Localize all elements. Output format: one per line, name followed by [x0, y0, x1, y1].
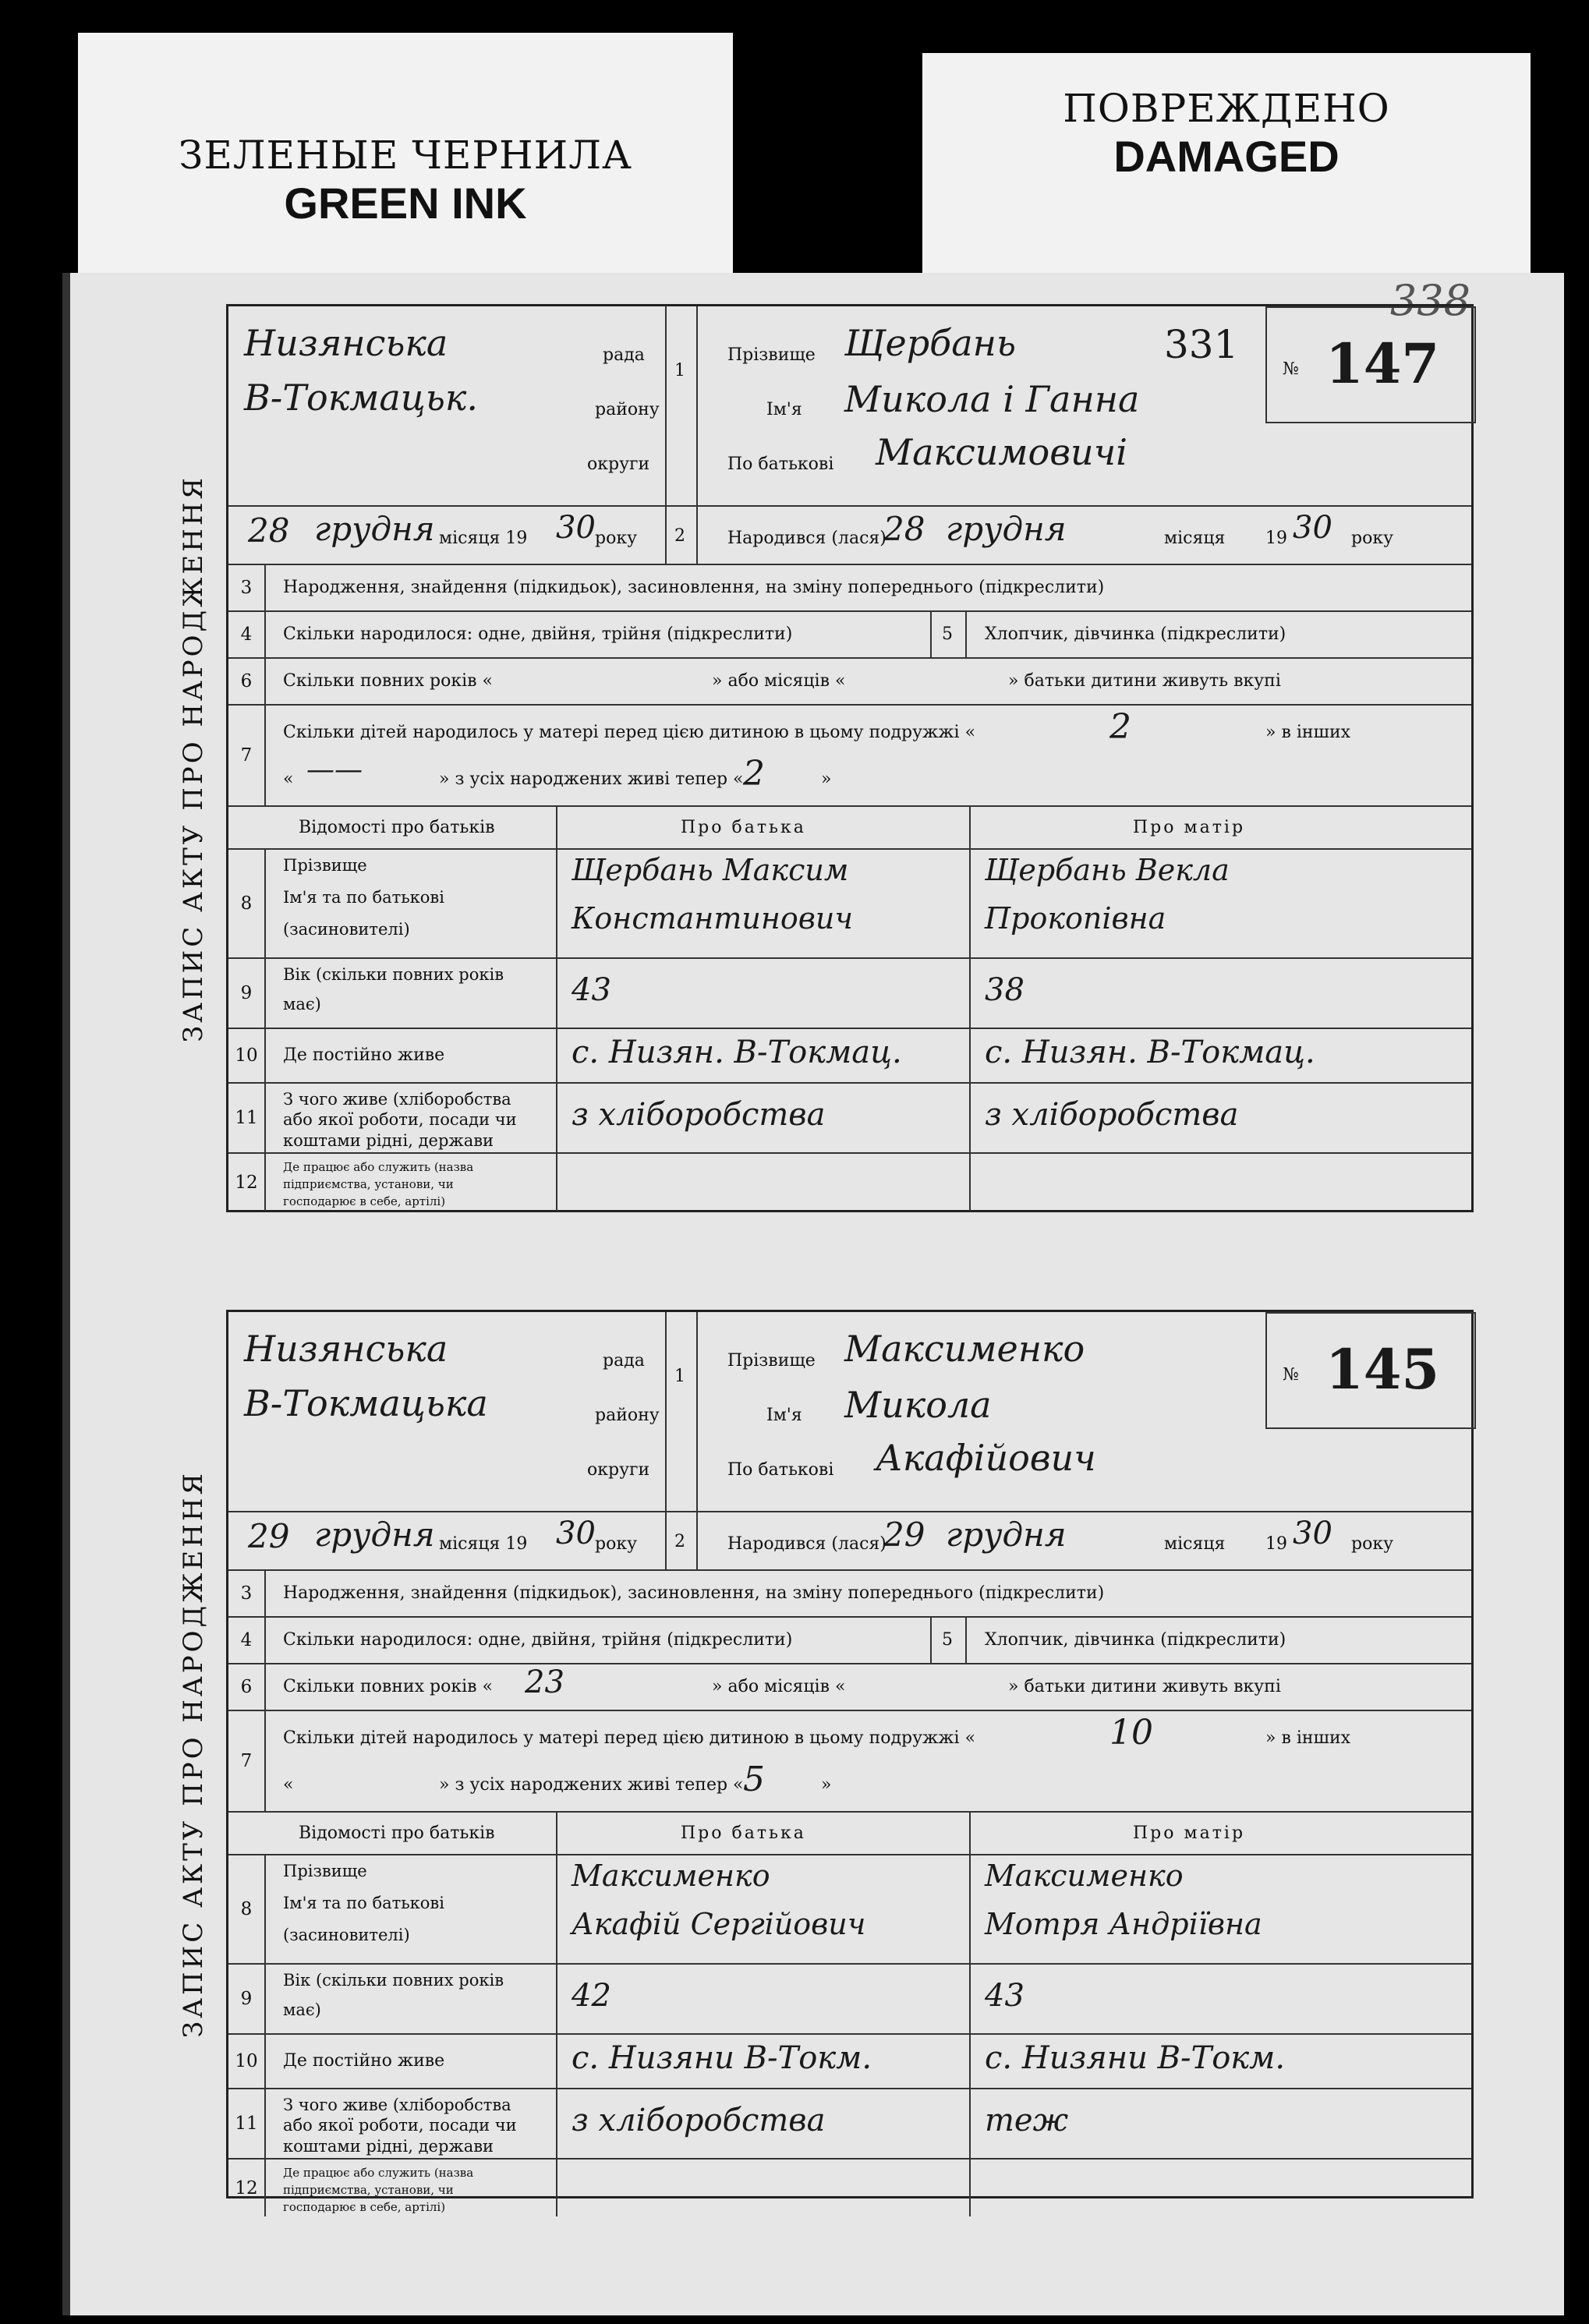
month-label: місяця — [1164, 1534, 1226, 1554]
row6-c: » батьки дитини живуть вкупі — [1008, 671, 1281, 691]
form-row — [228, 1710, 1471, 1811]
rayon-value: В-Токмацьк. — [244, 377, 478, 419]
parent-row — [228, 1082, 1471, 1152]
mother-home: с. Низян. В-Токмац. — [985, 1035, 1315, 1070]
mother-age: 38 — [985, 972, 1025, 1008]
row-number: 8 — [228, 850, 266, 957]
reg-month: грудня — [314, 510, 435, 548]
parents-header-label: Відомості про батьків — [299, 818, 495, 837]
record-number-box — [1265, 306, 1476, 423]
born-year: 30 — [1293, 1516, 1332, 1551]
born-day: 29 — [883, 1516, 925, 1554]
date-row — [228, 505, 1471, 564]
rayon-value: В-Токмацька — [244, 1382, 488, 1424]
parents-header — [228, 805, 1471, 848]
patronymic-label: По батькові — [727, 455, 834, 474]
green-ink-label — [78, 33, 733, 296]
row7-e: » — [821, 1775, 832, 1795]
row-label: Вік (скільки повних років — [283, 965, 504, 984]
child-surname: Максименко — [844, 1328, 1085, 1370]
mother-name-1: Щербань Векла — [985, 853, 1230, 887]
father-income: з хліборобства — [572, 1097, 826, 1133]
parent-row — [228, 1854, 1471, 1963]
page-number: 338 — [1389, 276, 1470, 325]
reg-day: 28 — [248, 511, 290, 550]
row-label: Ім'я та по батькові — [283, 888, 444, 907]
father-header: Про батька — [681, 1823, 806, 1843]
parent-row — [228, 2158, 1471, 2216]
record-number-label: № — [1283, 1365, 1299, 1385]
born-month: грудня — [946, 510, 1067, 548]
children-before: 10 — [1109, 1713, 1153, 1753]
row7-b: » в інших — [1265, 1728, 1351, 1748]
row-label: коштами рідні, держави — [283, 1130, 494, 1150]
years-together: 23 — [525, 1664, 564, 1700]
father-name-2: Константинович — [572, 901, 853, 936]
row7-a: Скільки дітей народилось у матері перед цією дитиною в цьому подружжі « — [283, 1728, 976, 1748]
parents-header — [228, 1811, 1471, 1854]
mother-name-2: Прокопівна — [985, 901, 1166, 936]
okrug-label: округи — [587, 455, 650, 474]
children-before: 2 — [1109, 707, 1131, 747]
parent-row — [228, 1963, 1471, 2033]
parents-header-label: Відомості про батьків — [299, 1823, 495, 1843]
birth-record — [178, 304, 1474, 1212]
rada-label: рада — [603, 1351, 645, 1371]
birth-record — [178, 1310, 1474, 2215]
okrug-label: округи — [587, 1460, 650, 1480]
row-number: 11 — [228, 1084, 266, 1152]
row6-a: Скільки повних років « — [283, 1677, 493, 1696]
row-label: або якої роботи, посади чи — [283, 1110, 517, 1130]
child-patronymic: Максимовичі — [876, 431, 1127, 473]
row-number: 5 — [942, 624, 953, 644]
row-number: 9 — [228, 959, 266, 1028]
row3-text: Народження, знайдення (підкидьок), засиновлення, на зміну попереднього (підкреслити) — [283, 578, 1105, 597]
month-year-label: місяця 19 — [439, 529, 528, 548]
row-label: Вік (скільки повних років — [283, 1971, 504, 1990]
row-number: 9 — [228, 1965, 266, 2033]
row-label: Ім'я та по батькові — [283, 1894, 444, 1913]
father-header: Про батька — [681, 818, 806, 837]
row7-d: » з усіх народжених живі тепер « — [439, 769, 744, 789]
row-label: (засиновителі) — [283, 1926, 410, 1945]
row-number: 10 — [228, 2035, 266, 2088]
parent-row — [228, 1152, 1471, 1211]
year-label: року — [595, 1534, 638, 1554]
row-number: 10 — [228, 1029, 266, 1082]
row-number: 3 — [228, 565, 266, 610]
damaged-label — [922, 53, 1531, 287]
row6-a: Скільки повних років « — [283, 671, 493, 691]
form-row — [228, 704, 1471, 805]
parent-row — [228, 848, 1471, 957]
born-year: 30 — [1293, 510, 1332, 546]
row-number: 7 — [228, 1711, 266, 1811]
reg-month: грудня — [314, 1516, 435, 1554]
record-number-box — [1265, 1312, 1476, 1429]
father-income: з хліборобства — [572, 2103, 826, 2138]
row7-b: » в інших — [1265, 723, 1351, 742]
form-row — [228, 1616, 1471, 1663]
side-title — [162, 306, 225, 1210]
row-number: 5 — [942, 1630, 953, 1650]
row-label: Де працює або служить (назва — [283, 2166, 474, 2180]
mother-income: теж — [985, 2103, 1069, 2138]
rada-value: Низянська — [244, 1328, 448, 1370]
side-title — [162, 1312, 225, 2196]
children-alive: 5 — [743, 1760, 765, 1799]
father-age: 43 — [572, 972, 611, 1008]
row6-b: » або місяців « — [712, 671, 846, 691]
form-row — [228, 657, 1471, 704]
row-label: підприємства, установи, чи — [283, 2183, 454, 2198]
row5-text: Хлопчик, дівчинка (підкреслити) — [985, 624, 1286, 644]
born-label: Народився (лася) — [727, 529, 887, 548]
row-label: або якої роботи, посади чи — [283, 2116, 517, 2135]
record-number: 147 — [1325, 331, 1440, 396]
label-ru: ЗЕЛЕНЫЕ ЧЕРНИЛА — [179, 133, 632, 178]
row7-e: » — [821, 769, 832, 789]
side-title-text: ЗАПИС АКТУ ПРО НАРОДЖЕННЯ — [178, 474, 209, 1042]
mother-name-1: Максименко — [985, 1859, 1184, 1893]
parent-row — [228, 2033, 1471, 2088]
row-label: підприємства, установи, чи — [283, 1177, 454, 1192]
surname-label: Прізвище — [727, 345, 816, 365]
row-number: 6 — [228, 1664, 266, 1710]
child-surname: Щербань — [844, 322, 1017, 364]
rada-label: рада — [603, 345, 645, 365]
row-number: 4 — [228, 1618, 266, 1663]
row6-c: » батьки дитини живуть вкупі — [1008, 1677, 1281, 1696]
reg-day: 29 — [248, 1517, 290, 1555]
side-title-text: ЗАПИС АКТУ ПРО НАРОДЖЕННЯ — [178, 1470, 209, 2038]
record-number-label: № — [1283, 359, 1299, 379]
row-label: Де працює або служить (назва — [283, 1160, 474, 1174]
row-label: Де постійно живе — [283, 1045, 445, 1065]
row-number: 4 — [228, 612, 266, 657]
row-label: З чого живе (хліборобства — [283, 2096, 511, 2114]
parent-row — [228, 957, 1471, 1028]
label-en: GREEN INK — [284, 179, 527, 228]
record-header — [228, 306, 1471, 505]
year-label: року — [1351, 1534, 1394, 1554]
rada-value: Низянська — [244, 322, 448, 364]
year-label: року — [595, 529, 638, 548]
row6-b: » або місяців « — [712, 1677, 846, 1696]
year-label: року — [1351, 529, 1394, 548]
mother-age: 43 — [985, 1978, 1025, 2014]
form-row — [228, 1569, 1471, 1616]
father-home: с. Низяни В-Токм. — [572, 2040, 872, 2076]
mother-income: з хліборобства — [985, 1097, 1239, 1133]
row-number: 7 — [228, 706, 266, 805]
row7-a: Скільки дітей народилось у матері перед цією дитиною в цьому подружжі « — [283, 723, 976, 742]
row7-c: « — [283, 1775, 294, 1795]
mother-header: Про матір — [1133, 818, 1246, 837]
label-ru: ПОВРЕЖДЕНО — [1063, 86, 1390, 131]
row-label: господарює в себе, артілі) — [283, 1194, 446, 1209]
row-number: 3 — [228, 1571, 266, 1616]
father-name-1: Максименко — [572, 1859, 770, 1893]
reg-year: 30 — [556, 1516, 596, 1551]
year-prefix: 19 — [1265, 529, 1287, 548]
row3-text: Народження, знайдення (підкидьок), засиновлення, на зміну попереднього (підкреслити) — [283, 1583, 1105, 1603]
record-number: 145 — [1325, 1337, 1440, 1402]
row4-text: Скільки народилося: одне, двійня, трійня (підкреслити) — [283, 1630, 793, 1650]
row-number: 2 — [674, 1532, 685, 1551]
form-row — [228, 564, 1471, 610]
row-number: 6 — [228, 659, 266, 704]
date-row — [228, 1511, 1471, 1569]
row-number: 1 — [674, 1367, 685, 1386]
child-patronymic: Акафійович — [876, 1437, 1096, 1479]
mother-name-2: Мотря Андріївна — [985, 1907, 1262, 1941]
row-number: 11 — [228, 2089, 266, 2158]
row-number: 12 — [228, 1154, 266, 1211]
row-label: має) — [283, 2000, 321, 2019]
row-label: Прізвище — [283, 856, 367, 875]
name-label: Ім'я — [766, 400, 802, 419]
surname-label: Прізвище — [727, 1351, 816, 1371]
month-year-label: місяця 19 — [439, 1534, 528, 1554]
row-label: має) — [283, 994, 321, 1013]
born-month: грудня — [946, 1516, 1067, 1554]
row-number: 8 — [228, 1855, 266, 1963]
row-label: коштами рідні, держави — [283, 2136, 494, 2156]
child-name: Микола і Ганна — [844, 378, 1140, 420]
form-row — [228, 1663, 1471, 1710]
name-label: Ім'я — [766, 1406, 802, 1425]
row5-text: Хлопчик, дівчинка (підкреслити) — [985, 1630, 1286, 1650]
row7-d: » з усіх народжених живі тепер « — [439, 1775, 744, 1795]
row-label: Прізвище — [283, 1862, 367, 1880]
row7-c: « — [283, 769, 294, 789]
row-label: З чого живе (хліборобства — [283, 1090, 511, 1109]
row-label: господарює в себе, артілі) — [283, 2200, 446, 2215]
parent-row — [228, 1028, 1471, 1082]
father-name-1: Щербань Максим — [572, 853, 849, 887]
label-en: DAMAGED — [1113, 132, 1340, 181]
reg-year: 30 — [556, 510, 596, 546]
child-name: Микола — [844, 1384, 992, 1426]
mother-header: Про матір — [1133, 1823, 1246, 1843]
record-header — [228, 1312, 1471, 1511]
father-name-2: Акафій Сергійович — [572, 1907, 866, 1941]
row-label: Де постійно живе — [283, 2051, 445, 2071]
row-number: 2 — [674, 526, 685, 546]
born-day: 28 — [883, 510, 925, 548]
mother-home: с. Низяни В-Токм. — [985, 2040, 1286, 2076]
parent-row — [228, 2088, 1471, 2158]
form-row — [228, 610, 1471, 657]
year-prefix: 19 — [1265, 1534, 1287, 1554]
father-age: 42 — [572, 1978, 611, 2014]
children-alive: 2 — [743, 754, 765, 794]
month-label: місяця — [1164, 529, 1226, 548]
row4-text: Скільки народилося: одне, двійня, трійня (підкреслити) — [283, 624, 793, 644]
row-number: 1 — [674, 361, 685, 380]
rayon-label: району — [595, 1406, 660, 1425]
row-number: 12 — [228, 2160, 266, 2216]
rayon-label: району — [595, 400, 660, 419]
row-label: (засиновителі) — [283, 920, 410, 939]
born-label: Народився (лася) — [727, 1534, 887, 1554]
father-home: с. Низян. В-Токмац. — [572, 1035, 902, 1070]
aside-number: 331 — [1164, 322, 1239, 367]
patronymic-label: По батькові — [727, 1460, 834, 1480]
children-other: —— — [306, 754, 363, 786]
